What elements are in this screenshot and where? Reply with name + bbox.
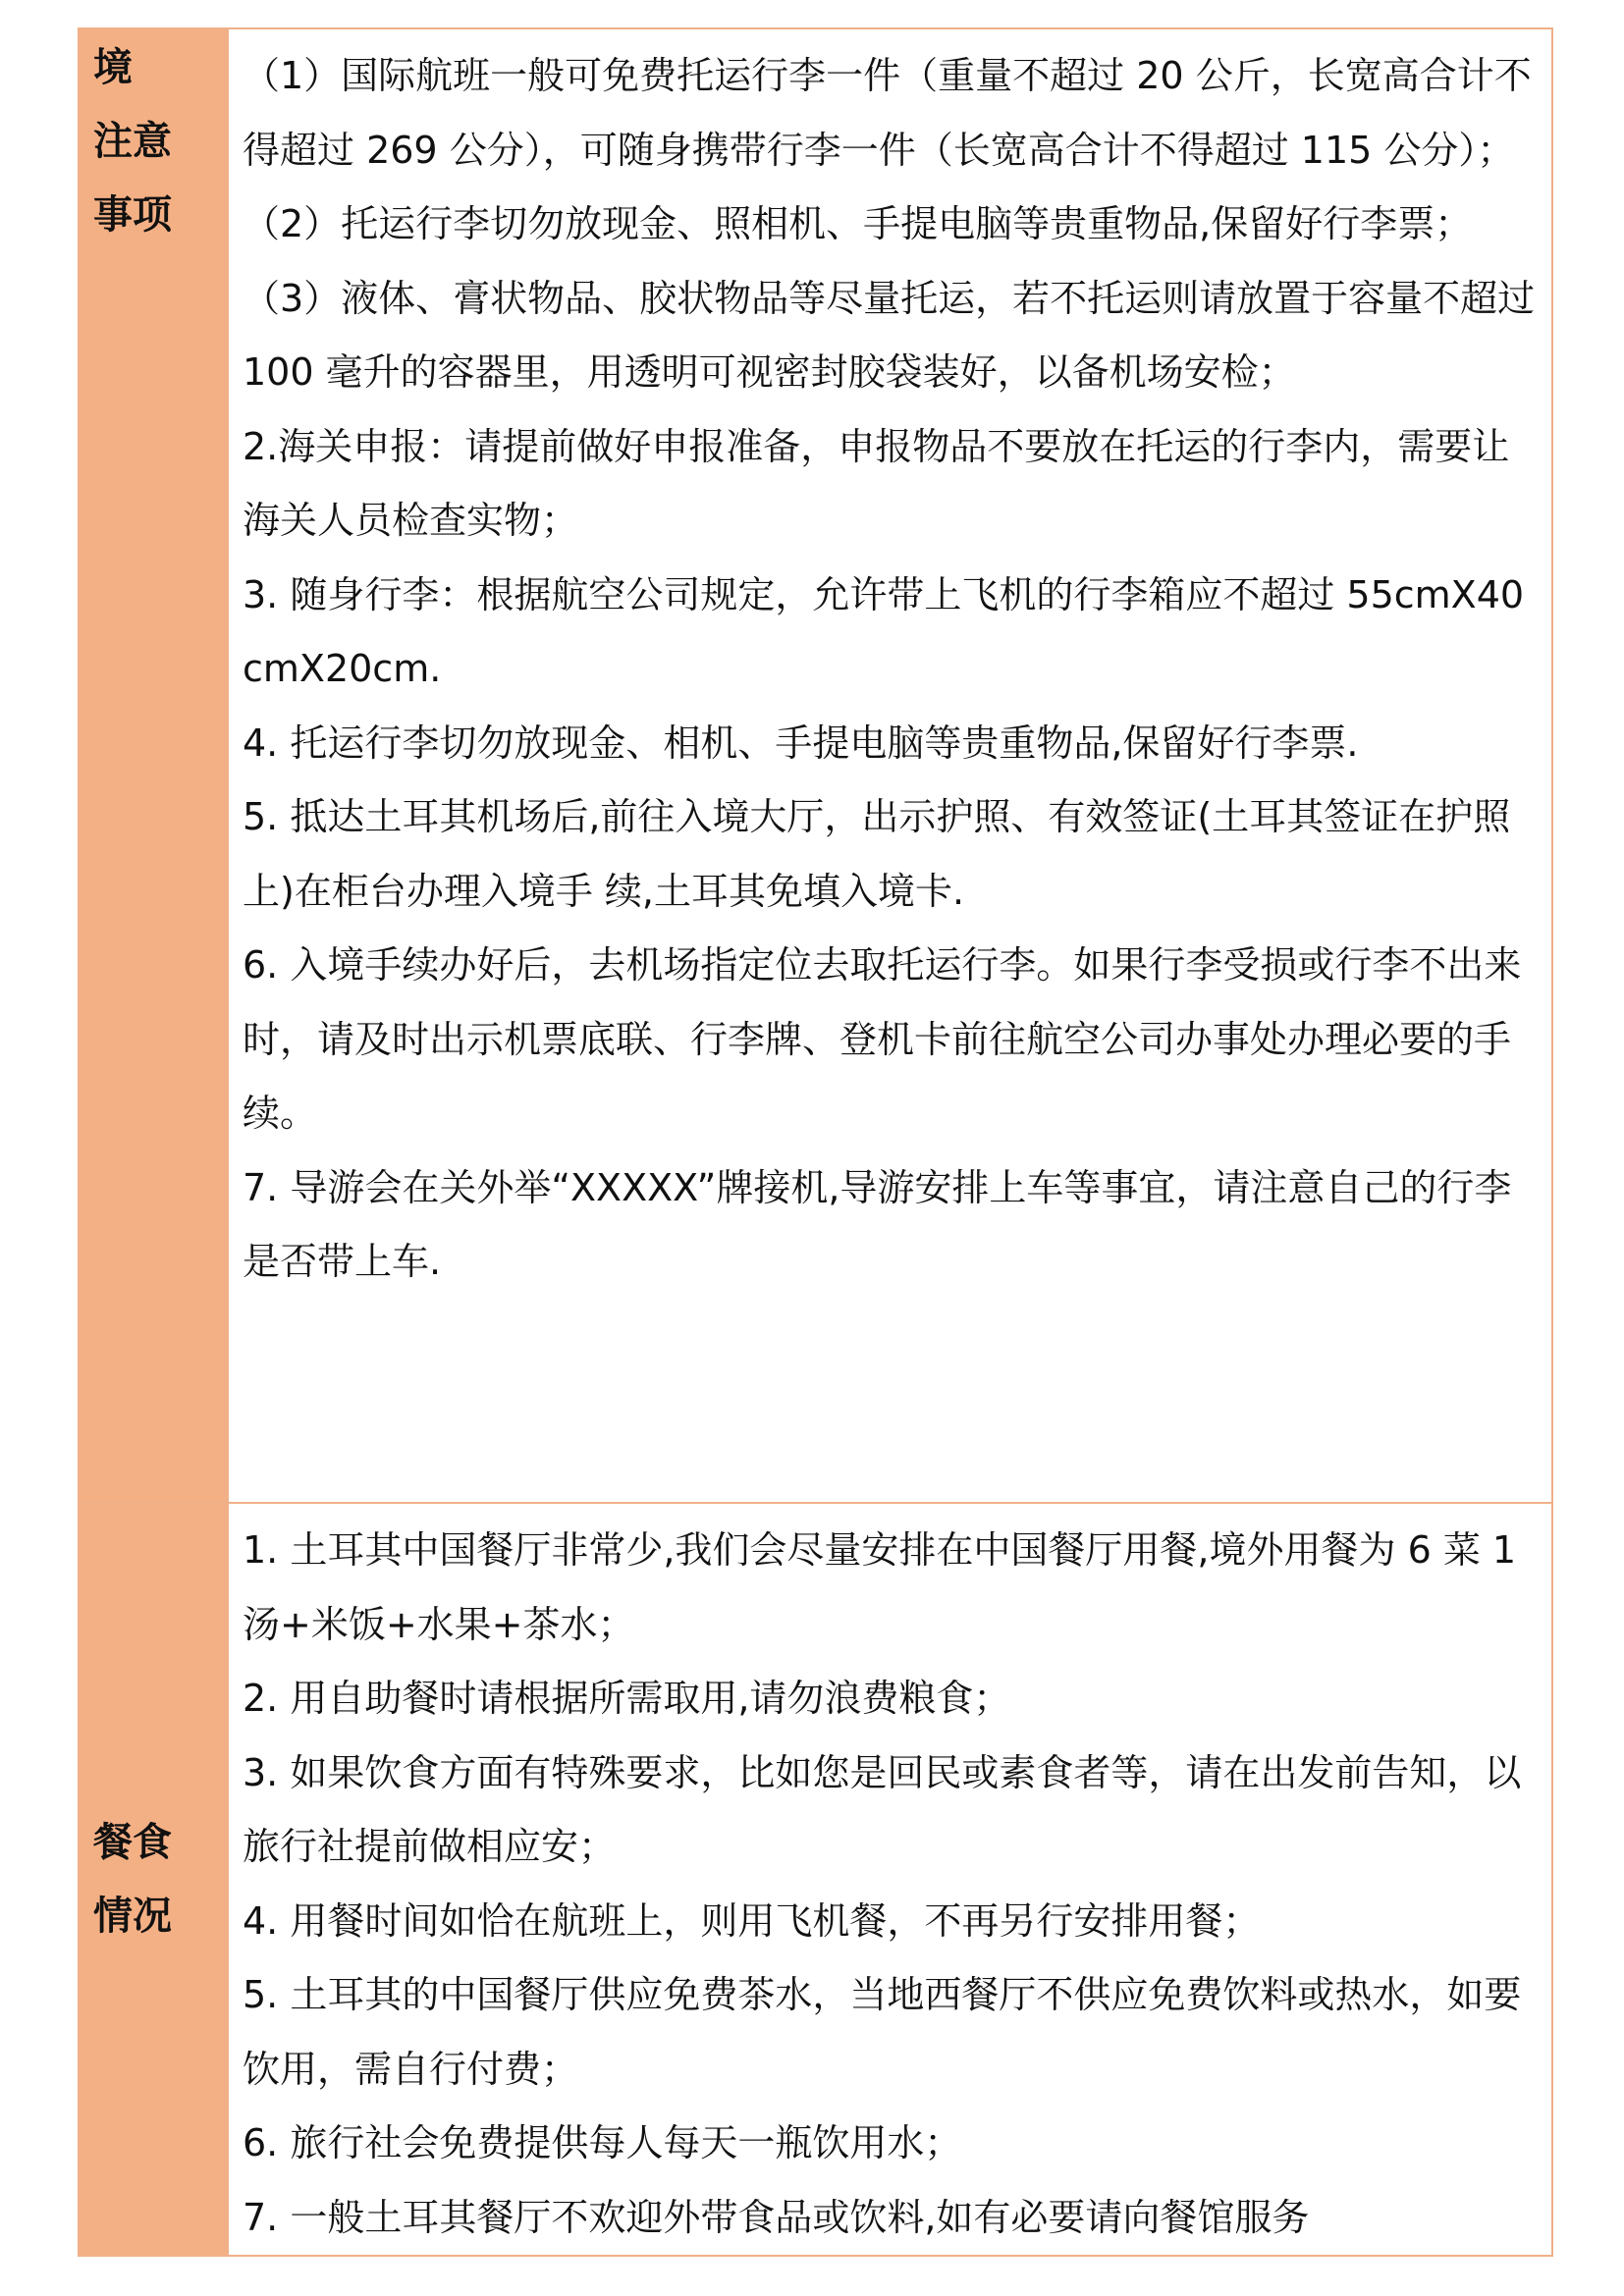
- meal-note-5: 5. 土耳其的中国餐厅供应免费茶水，当地西餐厅不供应免费饮料或热水，如要饮用，需自行付费；: [243, 1973, 1522, 2091]
- meal-note-2: 2. 用自助餐时请根据所需取用,请勿浪费粮食；: [243, 1677, 1011, 1720]
- entry-note-4: 4. 托运行李切勿放现金、相机、手提电脑等贵重物品,保留好行李票.: [243, 721, 1359, 765]
- entry-note-5: 5. 抵达土耳其机场后,前往入境大厅，出示护照、有效签证(土耳其签证在护照上)在柜台办理入境手 续,土耳其免填入境卡.: [243, 795, 1511, 913]
- entry-notes-content-cell: [228, 28, 1552, 1503]
- entry-notes-label-cell: [79, 28, 228, 1503]
- meal-note-4: 4. 用餐时间如恰在航班上，则用飞机餐，不再另行安排用餐；: [243, 1898, 1261, 1943]
- meals-label: 餐食 情况: [93, 1819, 172, 1939]
- meals-label-cell: [79, 1503, 228, 2256]
- meal-note-6: 6. 旅行社会免费提供每人每天一瓶饮用水；: [243, 2121, 962, 2164]
- entry-note-2: 2.海关申报：请提前做好申报准备，申报物品不要放在托运的行李内，需要让海关人员检查实物；: [243, 424, 1510, 542]
- entry-note-1-1: （1）国际航班一般可免费托运行李一件（重量不超过 20 公斤，长宽高合计不得超过 269 公分），可随身携带行李一件（长宽高合计不得超过 115 公分）；: [243, 54, 1532, 172]
- entry-notes-row: [79, 28, 1552, 1503]
- entry-note-7: 7. 导游会在关外举“XXXXX”牌接机,导游安排上车等事宜，请注意自己的行李是否带上车.: [243, 1165, 1512, 1283]
- meals-content-cell: [228, 1503, 1552, 2256]
- entry-note-3: 3. 随身行李：根据航空公司规定，允许带上飞机的行李箱应不超过 55cmX40cmX20cm.: [243, 572, 1525, 690]
- meal-note-3: 3. 如果饮食方面有特殊要求，比如您是回民或素食者等，请在出发前告知，以旅行社提前做相应安；: [243, 1750, 1522, 1868]
- travel-notes-table: [78, 27, 1553, 2257]
- meal-note-1: 1. 土耳其中国餐厅非常少,我们会尽量安排在中国餐厅用餐,境外用餐为 6 菜 1 汤+米饭+水果+茶水；: [243, 1528, 1529, 1646]
- meal-note-7: 7. 一般土耳其餐厅不欢迎外带食品或饮料,如有必要请向餐馆服务: [243, 2195, 1310, 2239]
- entry-note-1-2: （2）托运行李切勿放现金、照相机、手提电脑等贵重物品,保留好行李票；: [243, 202, 1473, 245]
- entry-note-6: 6. 入境手续办好后，去机场指定位去取托运行李。如果行李受损或行李不出来时，请及时出示机票底联、行李牌、登机卡前往航空公司办事处办理必要的手续。: [243, 943, 1522, 1135]
- meals-row: [79, 1503, 1552, 2256]
- entry-note-1-3: （3）液体、膏状物品、胶状物品等尽量托运，若不托运则请放置于容量不超过 100 毫升的容器里，用透明可视密封胶袋装好，以备机场安检；: [243, 276, 1547, 394]
- entry-notes-label: 境 注意 事项: [93, 45, 172, 238]
